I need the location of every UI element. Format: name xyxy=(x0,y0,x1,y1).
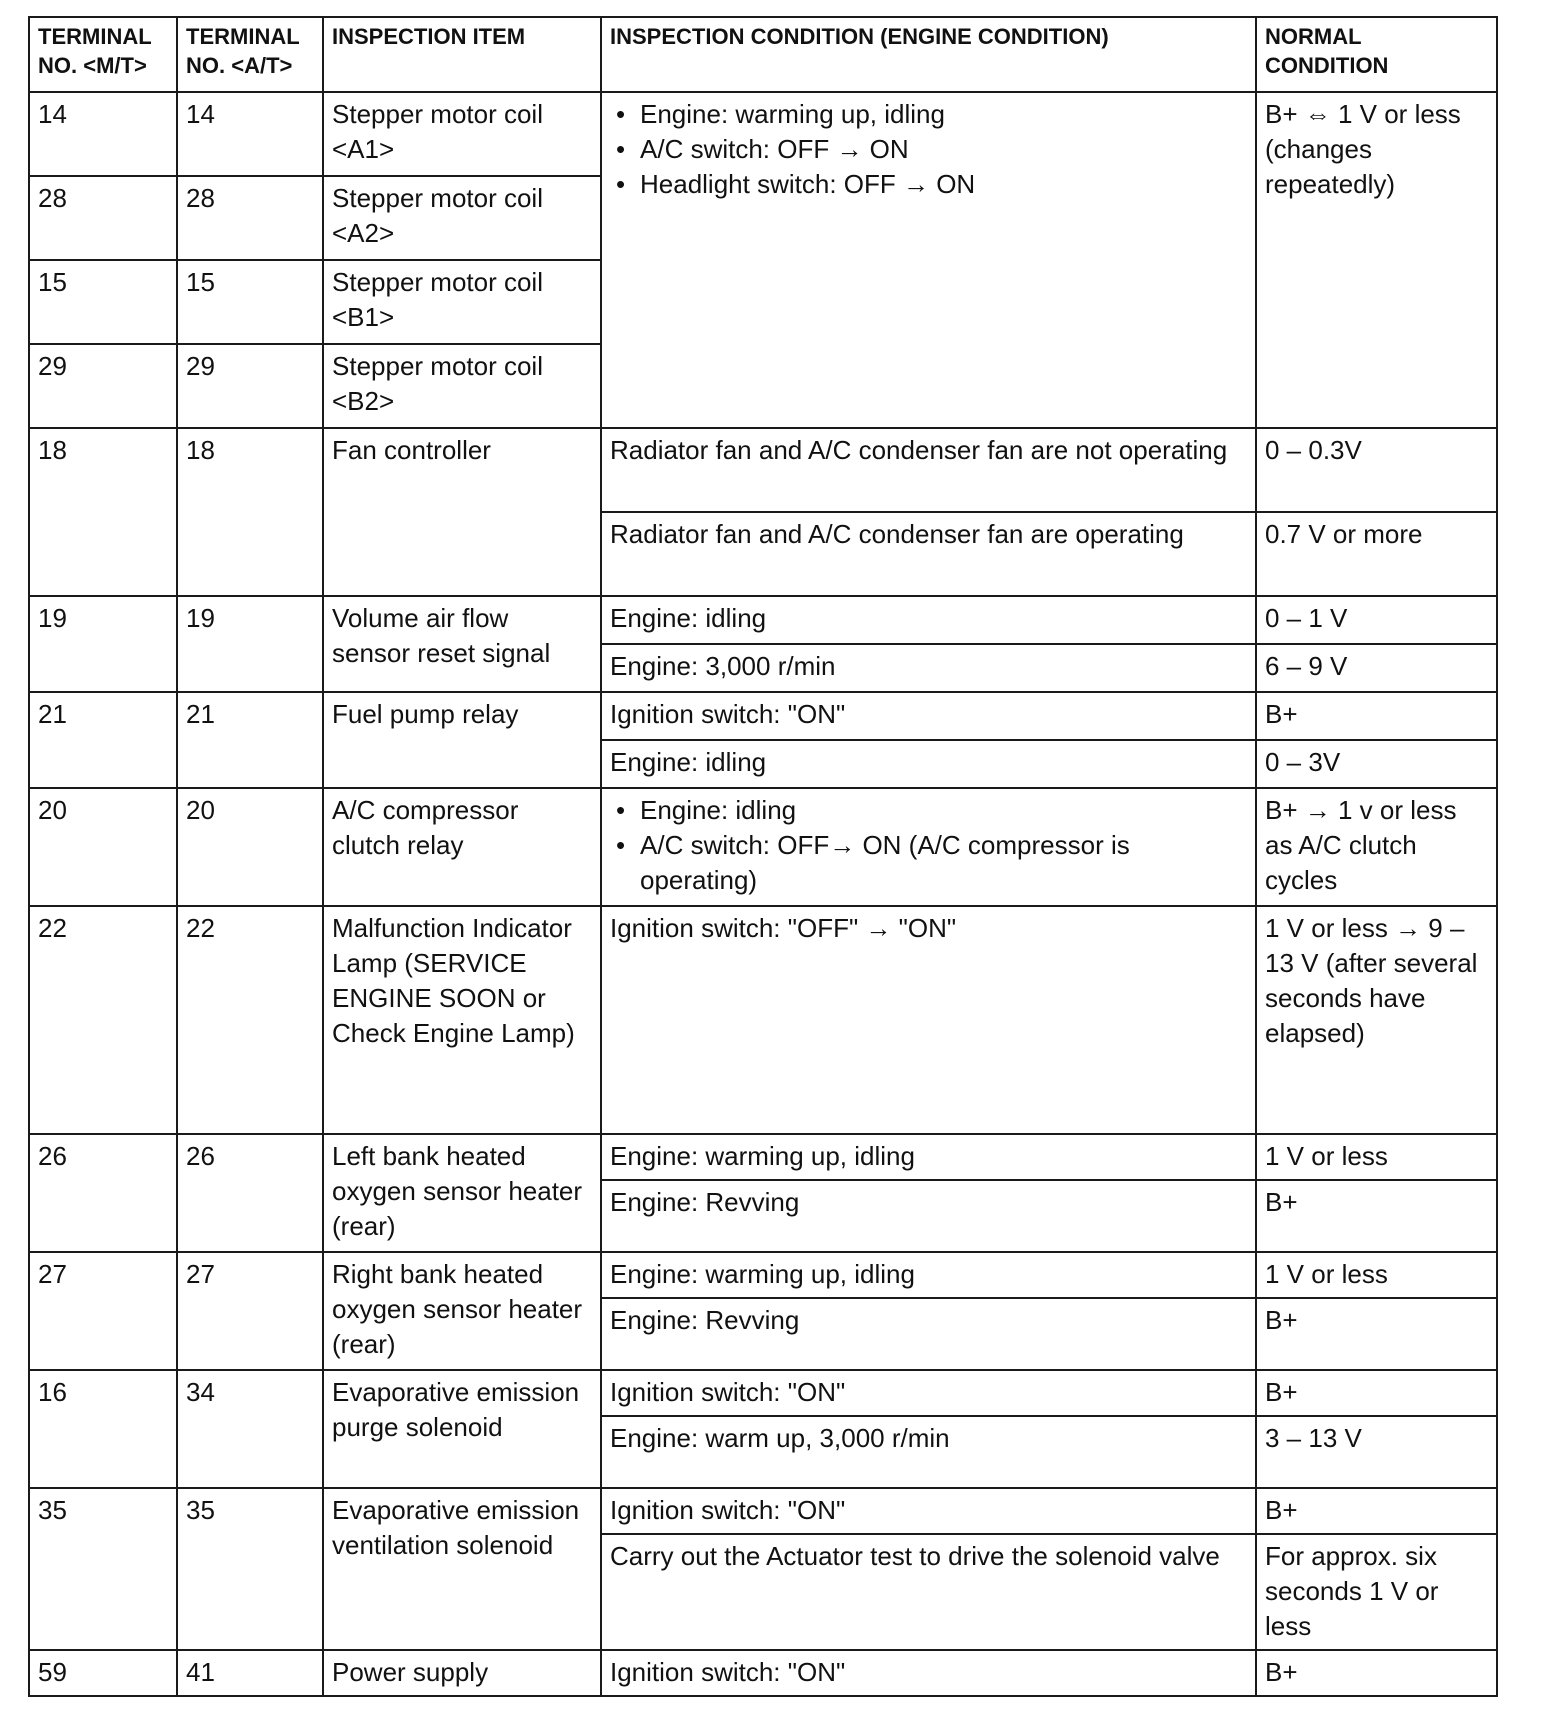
inspection-condition: Engine: warm up, 3,000 r/min xyxy=(601,1416,1256,1488)
condition-bullet: • Engine: warming up, idling xyxy=(610,97,1247,132)
inspection-condition: Engine: 3,000 r/min xyxy=(601,644,1256,692)
inspection-condition: Engine: idling xyxy=(601,740,1256,788)
normal-condition: 0.7 V or more xyxy=(1256,512,1497,596)
terminal-mt: 16 xyxy=(29,1370,177,1488)
inspection-item: Right bank heated oxygen sensor heater (rear) xyxy=(323,1252,601,1370)
inspection-item: Stepper motor coil <B1> xyxy=(323,260,601,344)
terminal-mt: 35 xyxy=(29,1488,177,1650)
inspection-item: Malfunction Indicator Lamp (SERVICE ENGINE SOON or Check Engine Lamp) xyxy=(323,906,601,1134)
inspection-item: Evaporative emission ventilation solenoid xyxy=(323,1488,601,1650)
inspection-condition: Radiator fan and A/C condenser fan are operating xyxy=(601,512,1256,596)
terminal-at: 15 xyxy=(177,260,323,344)
condition-bullet: • Headlight switch: OFF → ON xyxy=(610,167,1247,202)
inspection-condition: Ignition switch: "OFF" → "ON" xyxy=(601,906,1256,1134)
table-row xyxy=(29,788,1497,906)
inspection-item: A/C compressor clutch relay xyxy=(323,788,601,906)
inspection-condition: Carry out the Actuator test to drive the solenoid valve xyxy=(601,1534,1256,1650)
terminal-mt: 21 xyxy=(29,692,177,788)
inspection-item: Power supply xyxy=(323,1650,601,1696)
terminal-mt: 27 xyxy=(29,1252,177,1370)
normal-condition: B+ xyxy=(1256,1488,1497,1534)
normal-condition: 1 V or less xyxy=(1256,1252,1497,1298)
header-terminal-at: TERMINAL NO. <A/T> xyxy=(177,17,323,92)
terminal-at: 34 xyxy=(177,1370,323,1488)
header-inspection-item: INSPECTION ITEM xyxy=(323,17,601,92)
terminal-at: 22 xyxy=(177,906,323,1134)
header-terminal-mt: TERMINAL NO. <M/T> xyxy=(29,17,177,92)
inspection-condition: Ignition switch: "ON" xyxy=(601,1370,1256,1416)
stepper-conditions xyxy=(601,92,1256,428)
inspection-item: Left bank heated oxygen sensor heater (rear) xyxy=(323,1134,601,1252)
inspection-item: Fan controller xyxy=(323,428,601,596)
inspection-condition: Engine: Revving xyxy=(601,1298,1256,1370)
header-row xyxy=(29,17,1497,92)
inspection-item: Stepper motor coil <A1> xyxy=(323,92,601,176)
inspection-condition: Engine: idling xyxy=(601,596,1256,644)
header-inspection-condition: INSPECTION CONDITION (ENGINE CONDITION) xyxy=(601,17,1256,92)
table-row xyxy=(29,428,1497,512)
terminal-mt: 20 xyxy=(29,788,177,906)
normal-condition: B+ xyxy=(1256,1298,1497,1370)
terminal-mt: 22 xyxy=(29,906,177,1134)
ac-clutch-conditions xyxy=(601,788,1256,906)
terminal-at: 21 xyxy=(177,692,323,788)
normal-condition: B+ xyxy=(1256,1650,1497,1696)
table-row xyxy=(29,92,1497,176)
terminal-at: 20 xyxy=(177,788,323,906)
normal-condition: 1 V or less xyxy=(1256,1134,1497,1180)
inspection-item: Fuel pump relay xyxy=(323,692,601,788)
normal-condition: B+ xyxy=(1256,1370,1497,1416)
condition-bullet: • Engine: idling xyxy=(610,793,1247,828)
normal-condition: 0 – 1 V xyxy=(1256,596,1497,644)
terminal-at: 19 xyxy=(177,596,323,692)
terminal-mt: 15 xyxy=(29,260,177,344)
inspection-table xyxy=(28,16,1498,1697)
inspection-condition: Engine: warming up, idling xyxy=(601,1252,1256,1298)
terminal-mt: 18 xyxy=(29,428,177,596)
terminal-at: 27 xyxy=(177,1252,323,1370)
terminal-at: 41 xyxy=(177,1650,323,1696)
terminal-at: 14 xyxy=(177,92,323,176)
normal-condition: 0 – 0.3V xyxy=(1256,428,1497,512)
condition-bullet: • A/C switch: OFF → ON xyxy=(610,132,1247,167)
table-row xyxy=(29,1134,1497,1180)
normal-condition: B+ xyxy=(1256,692,1497,740)
terminal-at: 28 xyxy=(177,176,323,260)
terminal-mt: 59 xyxy=(29,1650,177,1696)
normal-condition: For approx. six seconds 1 V or less xyxy=(1256,1534,1497,1650)
table-row xyxy=(29,1370,1497,1416)
normal-condition: 1 V or less → 9 – 13 V (after several seconds have elapsed) xyxy=(1256,906,1497,1134)
table-row xyxy=(29,1650,1497,1696)
terminal-mt: 29 xyxy=(29,344,177,428)
normal-condition: B+ → 1 v or less as A/C clutch cycles xyxy=(1256,788,1497,906)
table-row xyxy=(29,906,1497,1134)
terminal-mt: 28 xyxy=(29,176,177,260)
normal-condition: 0 – 3V xyxy=(1256,740,1497,788)
normal-condition: 3 – 13 V xyxy=(1256,1416,1497,1488)
condition-bullet: • A/C switch: OFF→ ON (A/C compressor is operating) xyxy=(610,828,1247,898)
terminal-mt: 14 xyxy=(29,92,177,176)
terminal-at: 18 xyxy=(177,428,323,596)
normal-condition: B+ xyxy=(1256,1180,1497,1252)
normal-condition: 6 – 9 V xyxy=(1256,644,1497,692)
terminal-at: 26 xyxy=(177,1134,323,1252)
inspection-item: Stepper motor coil <A2> xyxy=(323,176,601,260)
table-row xyxy=(29,596,1497,644)
inspection-item: Evaporative emission purge solenoid xyxy=(323,1370,601,1488)
table-row xyxy=(29,1252,1497,1298)
terminal-at: 35 xyxy=(177,1488,323,1650)
inspection-condition: Ignition switch: "ON" xyxy=(601,1650,1256,1696)
normal-condition: B+ ⇔ 1 V or less (changes repeatedly) xyxy=(1256,92,1497,428)
terminal-at: 29 xyxy=(177,344,323,428)
table-row xyxy=(29,1488,1497,1534)
inspection-condition: Radiator fan and A/C condenser fan are not operating xyxy=(601,428,1256,512)
table-row xyxy=(29,692,1497,740)
header-normal-condition: NORMAL CONDITION xyxy=(1256,17,1497,92)
inspection-item: Volume air flow sensor reset signal xyxy=(323,596,601,692)
terminal-mt: 26 xyxy=(29,1134,177,1252)
inspection-condition: Engine: warming up, idling xyxy=(601,1134,1256,1180)
inspection-condition: Ignition switch: "ON" xyxy=(601,692,1256,740)
terminal-mt: 19 xyxy=(29,596,177,692)
inspection-condition: Ignition switch: "ON" xyxy=(601,1488,1256,1534)
inspection-item: Stepper motor coil <B2> xyxy=(323,344,601,428)
inspection-condition: Engine: Revving xyxy=(601,1180,1256,1252)
